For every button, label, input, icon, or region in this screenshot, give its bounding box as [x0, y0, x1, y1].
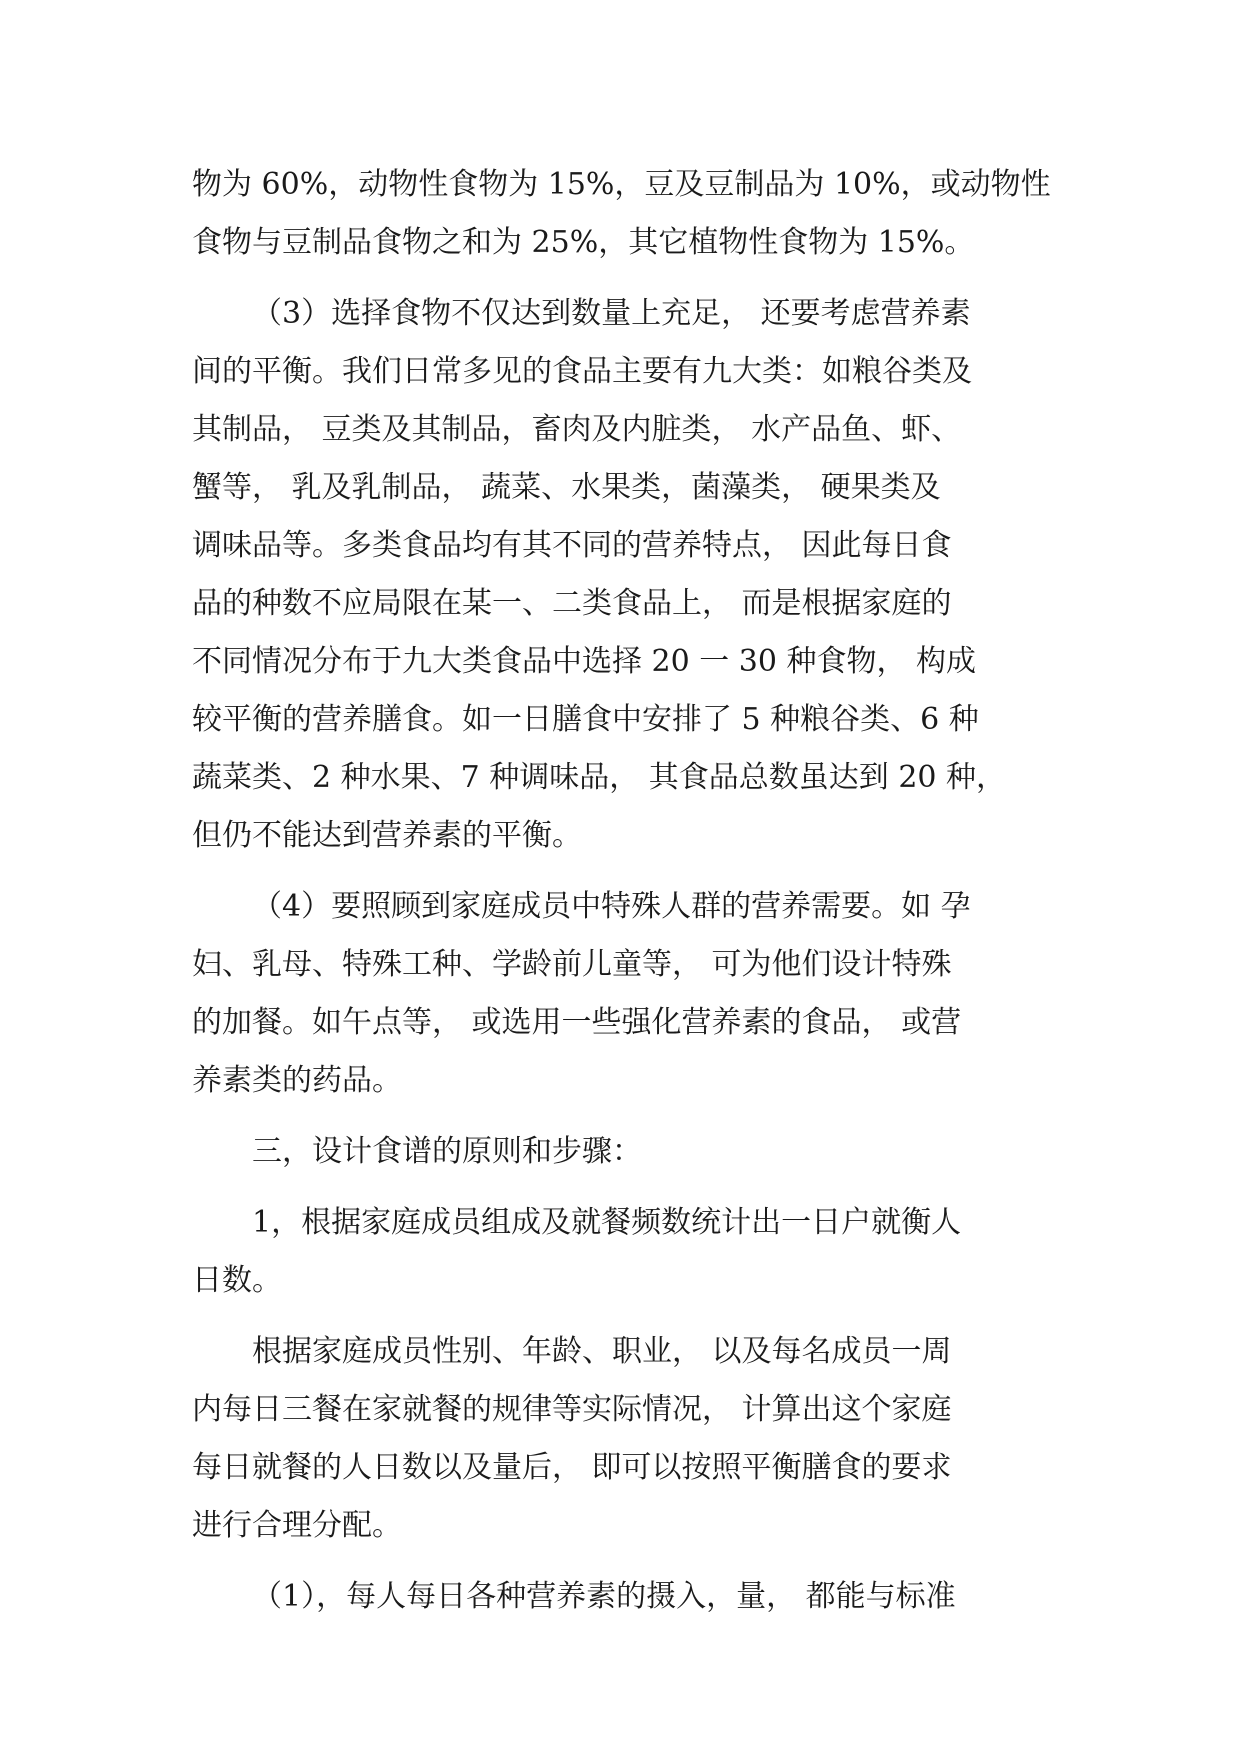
text-line-19: 日数。 — [192, 1263, 282, 1298]
text-line-18: 1，根据家庭成员组成及就餐频数统计出一日户就衡人 — [252, 1205, 962, 1240]
text-line-6: 蟹等， 乳及乳制品， 蔬菜、水果类，菌藻类， 硬果类及 — [192, 470, 941, 505]
text-line-20: 根据家庭成员性别、年龄、职业， 以及每名成员一周 — [252, 1334, 952, 1369]
text-line-12: 但仍不能达到营养素的平衡。 — [192, 818, 582, 853]
text-line-11: 蔬菜类、2 种水果、7 种调味品， 其食品总数虽达到 20 种， — [192, 760, 1007, 795]
section-heading: 三，设计食谱的原则和步骤： — [252, 1134, 642, 1169]
body-text — [192, 156, 1072, 1626]
text-line-13: （4）要照顾到家庭成员中特殊人群的营养需要。如 孕 — [252, 889, 971, 924]
text-line-22: 每日就餐的人日数以及量后， 即可以按照平衡膳食的要求 — [192, 1450, 952, 1485]
text-line-16: 养素类的药品。 — [192, 1063, 402, 1098]
text-line-4: 间的平衡。我们日常多见的食品主要有九大类：如粮谷类及 — [192, 354, 972, 389]
text-line-8: 品的种数不应局限在某一、二类食品上， 而是根据家庭的 — [192, 586, 952, 621]
text-line-3: （3）选择食物不仅达到数量上充足， 还要考虑营养素 — [252, 296, 971, 331]
text-line-9: 不同情况分布于九大类食品中选择 20 一 30 种食物， 构成 — [192, 644, 977, 679]
text-line-14: 妇、乳母、特殊工种、学龄前儿童等， 可为他们设计特殊 — [192, 947, 952, 982]
text-line-24: （1），每人每日各种营养素的摄入，量， 都能与标准 — [252, 1579, 956, 1614]
text-line-23: 进行合理分配。 — [192, 1508, 402, 1543]
text-line-10: 较平衡的营养膳食。如一日膳食中安排了 5 种粮谷类、6 种 — [192, 702, 979, 737]
text-line-15: 的加餐。如午点等， 或选用一些强化营养素的食品， 或营 — [192, 1005, 962, 1040]
text-line-7: 调味品等。多类食品均有其不同的营养特点， 因此每日食 — [192, 528, 952, 563]
text-line-21: 内每日三餐在家就餐的规律等实际情况， 计算出这个家庭 — [192, 1392, 952, 1427]
text-line-1: 物为 60%，动物性食物为 15%，豆及豆制品为 10%，或动物性 — [192, 167, 1051, 202]
text-line-2: 食物与豆制品食物之和为 25%，其它植物性食物为 15%。 — [192, 225, 975, 260]
text-line-5: 其制品， 豆类及其制品，畜肉及内脏类， 水产品鱼、虾、 — [192, 412, 962, 447]
